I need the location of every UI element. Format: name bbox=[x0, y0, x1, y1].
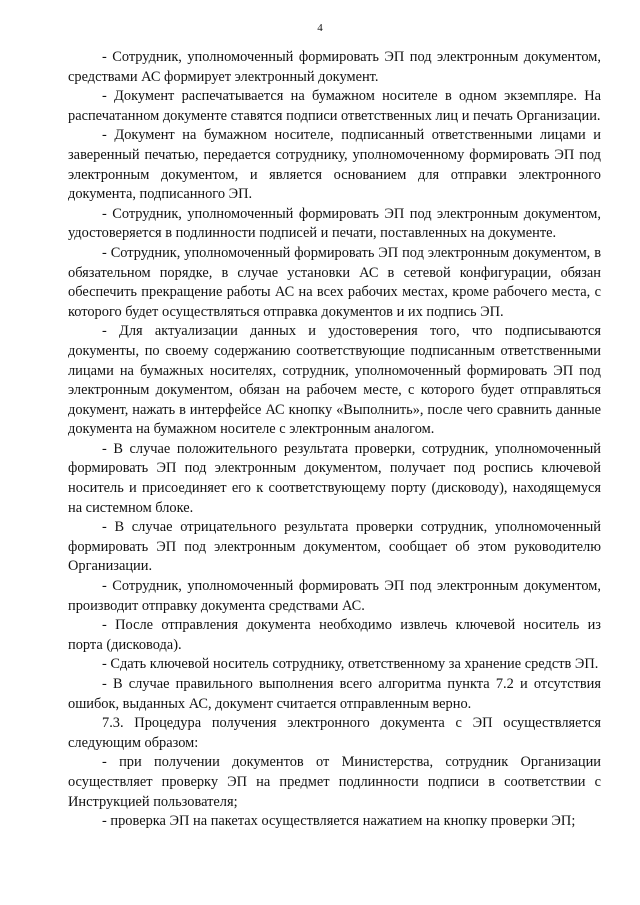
section-paragraph: 7.3. Процедура получения электронного документа с ЭП осуществляется следующим образом: bbox=[68, 715, 601, 751]
paragraph: - Для актуализации данных и удостоверения того, что подписываются документы, по своему содержанию соответствующие подписанным ответственными лицами на бумажных носителях, сотрудник, уполномоченный формировать ЭП под электронным документом, обязан на рабочем месте, с которого будет отправляться документ, нажать в интерфейсе АС кнопку «Выполнить», после чего сравнить данные документа на бумажном носителе с электронным аналогом. bbox=[68, 323, 601, 438]
paragraph: - Документ распечатывается на бумажном носителе в одном экземпляре. На распечатанном документе ставятся подписи ответственных лиц и печать Организации. bbox=[68, 88, 601, 124]
paragraph: - Сотрудник, уполномоченный формировать ЭП под электронным документом, удостоверяется в подлинности подписей и печати, поставленных на документе. bbox=[68, 205, 601, 242]
paragraph: - при получении документов от Министерства, сотрудник Организации осуществляет проверку ЭП на предмет подлинности подписи в соответствии с Инструкцией пользователя; bbox=[68, 754, 601, 810]
paragraph: - Сотрудник, уполномоченный формировать ЭП под электронным документом, средствами АС формирует электронный документ. bbox=[68, 49, 601, 85]
paragraph: - В случае отрицательного результата проверки сотрудник, уполномоченный формировать ЭП под электронным документом, сообщает об этом руководителю Организации. bbox=[68, 519, 601, 575]
paragraph: - После отправления документа необходимо извлечь ключевой носитель из порта (дисковода). bbox=[68, 617, 601, 653]
paragraph: - В случае положительного результата проверки, сотрудник, уполномоченный формировать ЭП под электронным документом, получает под роспись ключевой носитель и присоединяет его к соответствующему порту (дисководу), находящемуся на системном блоке. bbox=[68, 440, 601, 516]
paragraph: - В случае правильного выполнения всего алгоритма пункта 7.2 и отсутствия ошибок, выданных АС, документ считается отправленным верно. bbox=[68, 676, 601, 712]
paragraph: - Сотрудник, уполномоченный формировать ЭП под электронным документом, в обязательном порядке, в случае установки АС в сетевой конфигурации, обязан обеспечить прекращение работы АС на всех рабочих местах, кроме рабочего места, с которого будет осуществляться отправка документов и их подпись ЭП. bbox=[68, 244, 601, 320]
paragraph: - Документ на бумажном носителе, подписанный ответственными лицами и заверенный печатью, передается сотруднику, уполномоченному формировать ЭП под электронным документом, и является основанием для отправки электронного документа, подписанного ЭП. bbox=[68, 127, 601, 203]
paragraph: - Сдать ключевой носитель сотруднику, ответственному за хранение средств ЭП. bbox=[102, 656, 599, 673]
paragraph: - проверка ЭП на пакетах осуществляется нажатием на кнопку проверки ЭП; bbox=[102, 813, 576, 830]
document-body bbox=[68, 48, 601, 832]
paragraph: - Сотрудник, уполномоченный формировать ЭП под электронным документом, производит отправку документа средствами АС. bbox=[68, 578, 601, 614]
page-number: 4 bbox=[317, 22, 323, 34]
